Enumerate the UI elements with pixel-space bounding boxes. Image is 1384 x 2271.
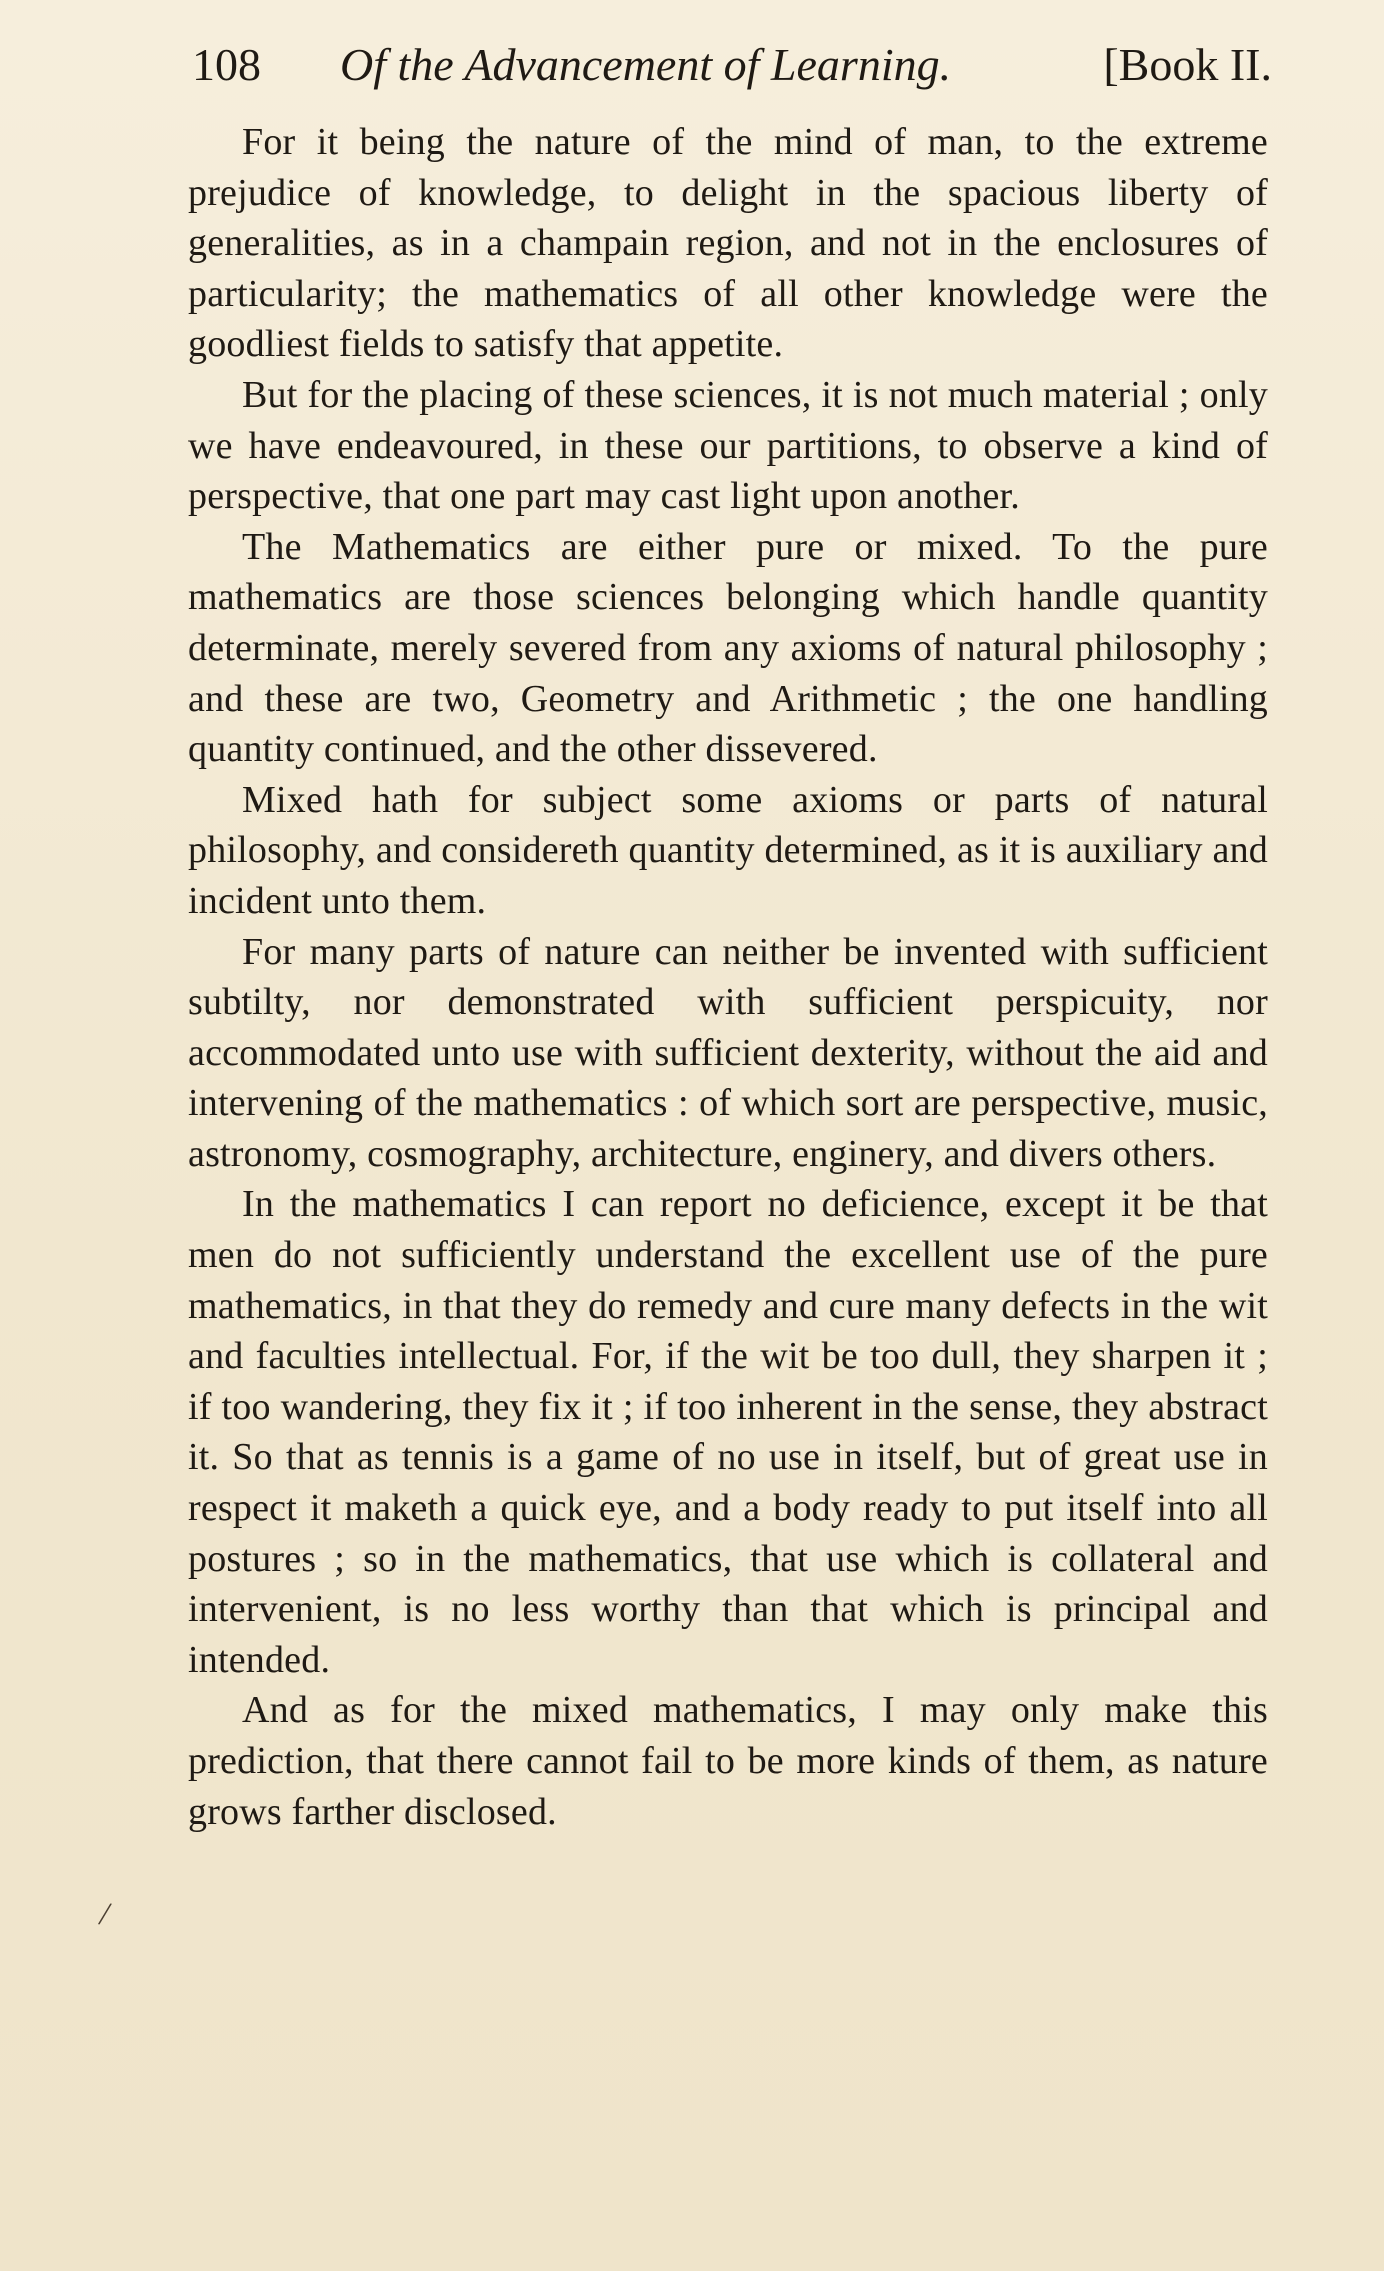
- paragraph: The Mathematics are either pure or mixed. To the pure mathematics are those sciences belonging which handle quantity determinate, merely severed from any axioms of natural philosophy ; and these are two, Geometry and Arithmetic ; the one handling quantity continued, and the other dissevered.: [188, 525, 1268, 771]
- running-title: Of the Advancement of Learning.: [340, 39, 952, 90]
- page-number: 108: [192, 39, 261, 90]
- margin-pencil-mark: /: [96, 1895, 114, 1934]
- page-header: [192, 30, 1272, 100]
- paragraph: But for the placing of these sciences, it is not much material ; only we have endeavoured, in these our partitions, to observe a kind of perspective, that one part may cast light upon another.: [188, 373, 1268, 518]
- paragraph: For it being the nature of the mind of man, to the extreme prejudice of knowledge, to delight in the spacious liberty of generalities, as in a champain region, and not in the enclosures of particularity; the mathematics of all other knowledge were the goodliest fields to satisfy that appetite.: [188, 121, 1268, 366]
- paragraph: For many parts of nature can neither be invented with sufficient subtilty, nor demonstrated with sufficient perspicuity, nor accommodated unto use with sufficient dexterity, without the aid and intervening of the mathematics : of which sort are perspective, music, astronomy, cosmography, architecture, enginery, and divers others.: [188, 930, 1268, 1175]
- body-text: [188, 117, 1268, 1837]
- paragraph: And as for the mixed mathematics, I may only make this prediction, that there cannot fail to be more kinds of them, as nature grows farther disclosed.: [188, 1689, 1268, 1833]
- paragraph: In the mathematics I can report no deficience, except it be that men do not sufficiently understand the excellent use of the pure mathematics, in that they do remedy and cure many defects in the wit and faculties intellectual. For, if the wit be too dull, they sharpen it ; if too wandering, they fix it ; if too inherent in the sense, they abstract it. So that as tennis is a game of no use in itself, but of great use in respect it maketh a quick eye, and a body ready to put itself into all postures ; so in the mathematics, that use which is collateral and intervenient, is no less worthy than that which is principal and intended.: [188, 1183, 1268, 1681]
- paragraph: Mixed hath for subject some axioms or parts of natural philosophy, and considereth quantity determined, as it is auxiliary and incident unto them.: [188, 778, 1268, 922]
- book-label: [Book II.: [1103, 39, 1272, 90]
